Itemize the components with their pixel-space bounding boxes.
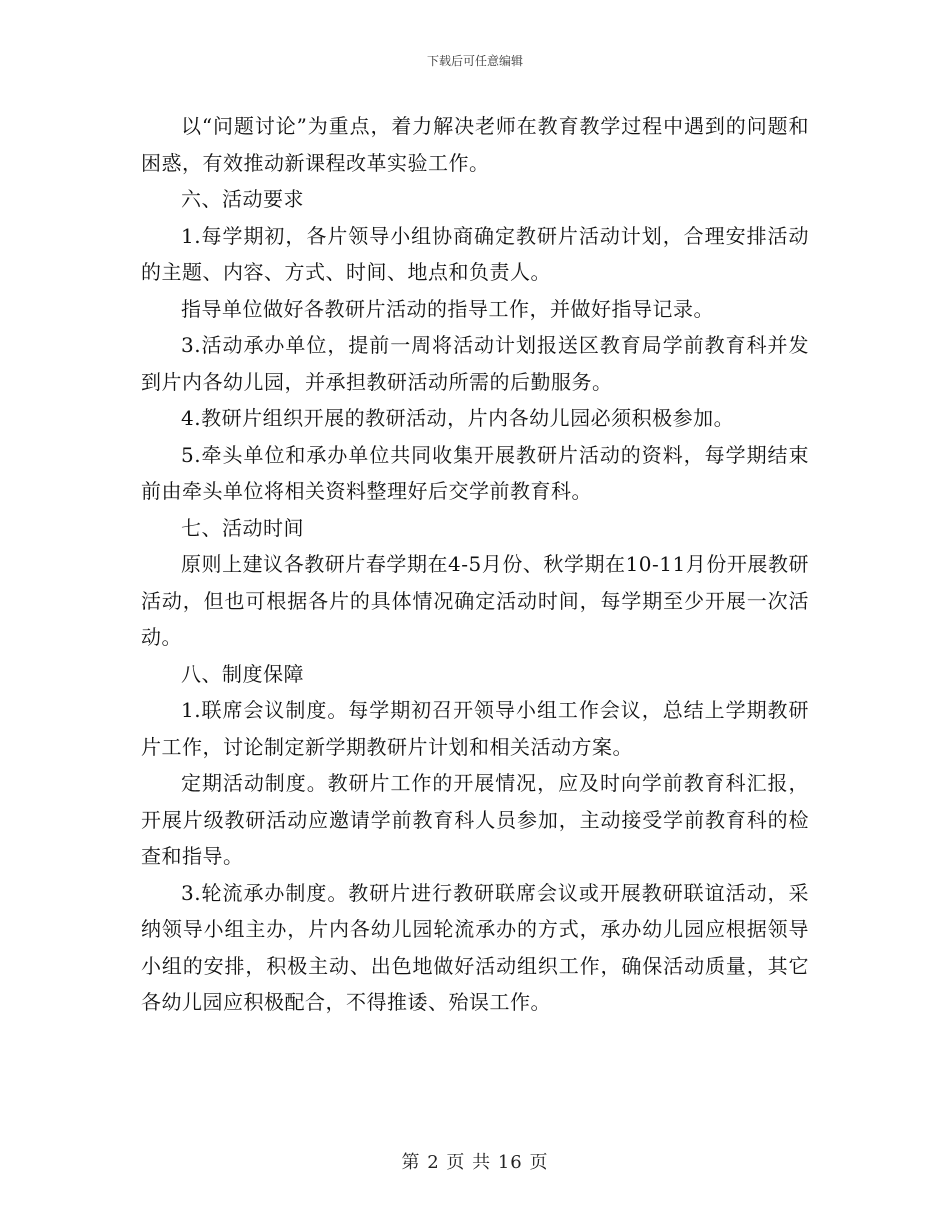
paragraph-req-3: 3.活动承办单位，提前一周将活动计划报送区教育局学前教育科并发到片内各幼儿园，并承担教研活动所需的后勤服务。 — [141, 333, 809, 394]
section-heading-8: 八、制度保障 — [181, 661, 304, 686]
paragraph-sys-3: 3.轮流承办制度。教研片进行教研联席会议或开展教研联谊活动，采纳领导小组主办，片内各幼儿园轮流承办的方式，承办幼儿园应根据领导小组的安排，积极主动、出色地做好活动组织工作，确保活动质量，其它各幼儿园应积极配合，不得推诿、殆误工作。 — [141, 880, 809, 1014]
section-heading-6: 六、活动要求 — [181, 187, 304, 211]
paragraph-time: 原则上建议各教研片春学期在4-5月份、秋学期在10-11月份开展教研活动，但也可根据各片的具体情况确定活动时间，每学期至少开展一次活动。 — [141, 552, 809, 649]
page-footer: 第 2 页 共 16 页 — [401, 1152, 549, 1173]
document-body — [141, 108, 809, 1021]
page-header: 下载后可任意编辑 — [426, 54, 523, 68]
paragraph-intro: 以“问题讨论”为重点，着力解决老师在教育教学过程中遇到的问题和困惑，有效推动新课程改革实验工作。 — [141, 114, 809, 175]
section-heading-7: 七、活动时间 — [181, 515, 304, 540]
paragraph-sys-1: 1.联席会议制度。每学期初召开领导小组工作会议，总结上学期教研片工作，讨论制定新学期教研片计划和相关活动方案。 — [141, 698, 809, 759]
paragraph-sys-2: 定期活动制度。教研片工作的开展情况，应及时向学前教育科汇报，开展片级教研活动应邀请学前教育科人员参加，主动接受学前教育科的检查和指导。 — [141, 771, 809, 868]
paragraph-req-2: 指导单位做好各教研片活动的指导工作，并做好指导记录。 — [181, 296, 714, 321]
paragraph-req-4: 4.教研片组织开展的教研活动，片内各幼儿园必须积极参加。 — [181, 406, 735, 430]
paragraph-req-5: 5.牵头单位和承办单位共同收集开展教研片活动的资料，每学期结束前由牵头单位将相关资料整理好后交学前教育科。 — [141, 442, 809, 503]
paragraph-req-1: 1.每学期初，各片领导小组协商确定教研片活动计划，合理安排活动的主题、内容、方式、时间、地点和负责人。 — [141, 223, 809, 284]
